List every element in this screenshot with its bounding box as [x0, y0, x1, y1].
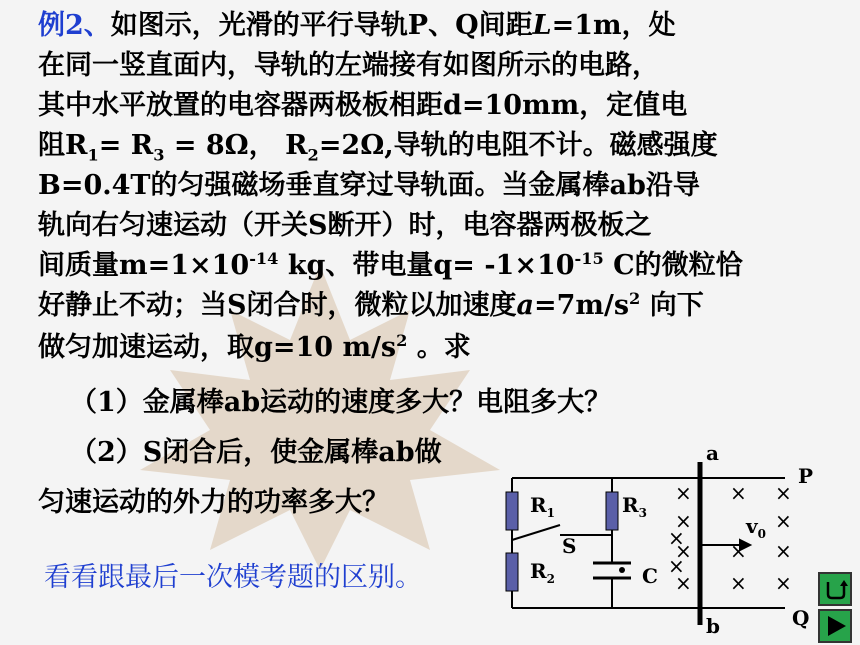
field-cross: ×	[675, 509, 692, 533]
question-2-line-2: 匀速运动的外力的功率多大？	[38, 487, 389, 518]
question-1: （1）金属棒ab运动的速度多大？电阻多大？	[70, 387, 612, 418]
field-cross: ×	[668, 526, 685, 550]
label-v0: $v_0$	[746, 514, 766, 541]
label-R3: $R_3$	[622, 493, 647, 520]
next-button[interactable]	[818, 609, 852, 643]
resistor-R3	[606, 492, 618, 530]
field-cross: ×	[775, 481, 792, 505]
problem-line-2: 在同一竖直面内，导轨的左端接有如图所示的电路，	[38, 50, 659, 81]
resistor-R1	[506, 492, 518, 530]
problem-line-9: 做匀加速运动，取g=10 $m/s^2$ 。求	[38, 331, 471, 363]
problem-line-6: 轨向右匀速运动（开关S断开）时，电容器两极板之	[38, 210, 652, 241]
problem-line-4: 阻$R_1= R_3 = 8\Omega$， $R_2=2\Omega$,导轨的电阻不计。磁感强度	[38, 130, 718, 165]
label-b: b	[706, 614, 720, 638]
switch-blade	[512, 525, 560, 540]
problem-line-8: 好静止不动；当S闭合时，微粒以加速度$a=7m/s^2$ 向下	[38, 289, 704, 321]
return-icon	[820, 574, 850, 604]
label-Q: Q	[792, 606, 810, 630]
label-R1: $R_1$	[530, 493, 555, 520]
particle-dot	[619, 567, 625, 573]
field-cross: ×	[675, 539, 692, 563]
comparison-note: 看看跟最后一次模考题的区别。	[44, 562, 422, 593]
example-label: 例2、	[38, 10, 111, 41]
field-cross: ×	[775, 539, 792, 563]
label-S: S	[562, 534, 577, 558]
problem-line-5: B=0.4T的匀强磁场垂直穿过导轨面。当金属棒ab沿导	[38, 170, 700, 201]
magnetic-field-crosses	[668, 481, 792, 595]
resistor-R2	[506, 553, 518, 591]
field-cross: ×	[675, 571, 692, 595]
problem-line-7: 间质量$m=1\times 10^{-14}$ kg、带电量$q= -1\times 10^{-15}$ C的微粒恰	[38, 249, 743, 281]
question-2-line-1: （2）S闭合后，使金属棒ab做	[70, 437, 442, 468]
label-C: C	[642, 564, 658, 588]
field-cross: ×	[675, 481, 692, 505]
field-cross: ×	[730, 539, 747, 563]
field-cross: ×	[730, 481, 747, 505]
label-P: P	[798, 464, 814, 488]
problem-line-1: 例2、如图示，光滑的平行导轨P、Q间距L=1m，处	[38, 10, 676, 41]
play-next-icon	[820, 611, 850, 641]
label-a: a	[706, 441, 719, 465]
field-cross: ×	[668, 554, 685, 578]
field-cross: ×	[775, 509, 792, 533]
field-cross: ×	[775, 571, 792, 595]
problem-line-3: 其中水平放置的电容器两极板相距d=10mm，定值电	[38, 90, 688, 121]
field-cross: ×	[730, 571, 747, 595]
label-R2: $R_2$	[530, 559, 555, 586]
return-button[interactable]	[818, 572, 852, 606]
